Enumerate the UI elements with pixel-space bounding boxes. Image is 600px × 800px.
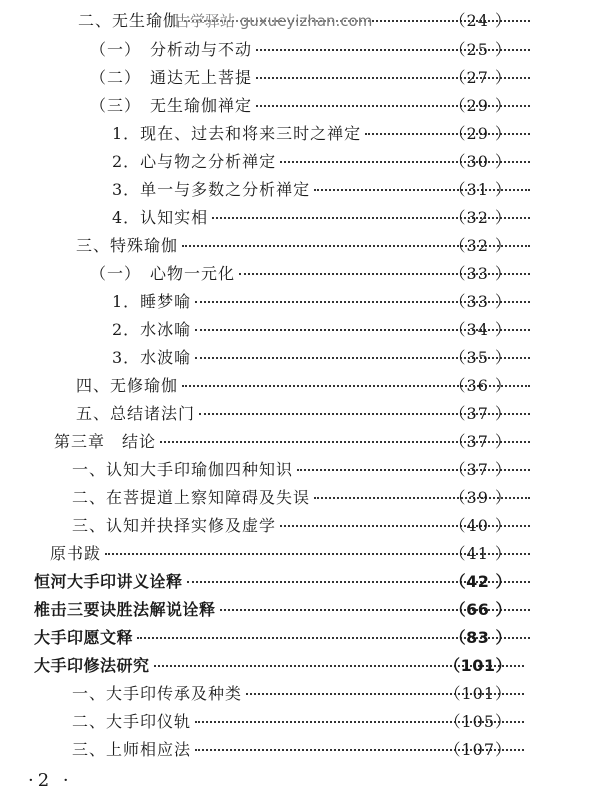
toc-entry-page: （39 ） bbox=[449, 487, 512, 507]
toc-entry-title: 1．睡梦喻 bbox=[112, 291, 192, 311]
toc-entry bbox=[112, 203, 600, 229]
toc-entry bbox=[72, 735, 600, 761]
toc-entry bbox=[72, 455, 600, 481]
toc-entry-page: （24 ） bbox=[449, 10, 512, 30]
toc-entry-title: 二、无生瑜伽 bbox=[78, 10, 181, 30]
toc-entry bbox=[72, 707, 600, 733]
toc-entry bbox=[112, 119, 600, 145]
toc-entry bbox=[112, 175, 600, 201]
toc-entry-title: 大手印修法研究 bbox=[34, 655, 150, 675]
toc-entry-title: 大手印愿文释 bbox=[34, 627, 134, 647]
toc-entry-page: （83 ） bbox=[449, 627, 512, 647]
toc-entry-page: （34 ） bbox=[449, 319, 512, 339]
toc-entry-page: （35 ） bbox=[449, 347, 512, 367]
toc-entry-page: （105） bbox=[444, 711, 512, 731]
toc-entry-title: 一、认知大手印瑜伽四种知识 bbox=[72, 459, 294, 479]
toc-entry-title: （一） 分析动与不动 bbox=[90, 39, 253, 59]
toc-entry-title: （二） 通达无上菩提 bbox=[90, 67, 253, 87]
toc-entry-page: （37 ） bbox=[449, 459, 512, 479]
toc-entry-page: （66 ） bbox=[449, 599, 512, 619]
toc-entry-title: 4．认知实相 bbox=[112, 207, 209, 227]
toc-entry-title: 四、无修瑜伽 bbox=[76, 375, 179, 395]
toc-entry-page: （40 ） bbox=[449, 515, 512, 535]
toc-entry bbox=[90, 259, 600, 285]
toc-entry-page: （36 ） bbox=[449, 375, 512, 395]
watermark-text: 古学驿站 guxueyizhan.com bbox=[175, 12, 373, 30]
toc-entry-page: （107） bbox=[444, 739, 512, 759]
toc-entry-page: （30 ） bbox=[449, 151, 512, 171]
toc-entry bbox=[34, 651, 600, 677]
toc-entry-title: （三） 无生瑜伽禅定 bbox=[90, 95, 253, 115]
toc-entry-page: （37 ） bbox=[449, 403, 512, 423]
toc-entry bbox=[54, 427, 600, 453]
toc-entry-title: 第三章 结论 bbox=[54, 431, 157, 451]
toc-entry bbox=[76, 399, 600, 425]
toc-entry-title: 椎击三要诀胜法解说诠释 bbox=[34, 599, 216, 619]
toc-entry-title: 二、大手印仪轨 bbox=[72, 711, 192, 731]
toc-entry bbox=[112, 287, 600, 313]
toc-entry-title: 恒河大手印讲义诠释 bbox=[34, 571, 183, 591]
toc-entry bbox=[76, 371, 600, 397]
toc-entry-title: 2．心与物之分析禅定 bbox=[112, 151, 277, 171]
toc-entry bbox=[90, 63, 600, 89]
toc-entry-title: 一、大手印传承及种类 bbox=[72, 683, 243, 703]
toc-entry-page: （33 ） bbox=[449, 263, 512, 283]
page-number: ·2 · bbox=[28, 770, 73, 791]
toc-entry bbox=[50, 539, 600, 565]
toc-entry bbox=[112, 147, 600, 173]
toc-entry-page: （29 ） bbox=[449, 123, 512, 143]
toc-entry bbox=[90, 35, 600, 61]
toc-entry bbox=[112, 343, 600, 369]
toc-entry bbox=[34, 567, 600, 593]
toc-entry bbox=[72, 679, 600, 705]
toc-entry-page: （32 ） bbox=[449, 207, 512, 227]
toc-entry-page: （101） bbox=[444, 655, 512, 675]
toc-entry-page: （33 ） bbox=[449, 291, 512, 311]
toc-entry-page: （101） bbox=[444, 683, 512, 703]
toc-entry-title: 二、在菩提道上察知障碍及失误 bbox=[72, 487, 311, 507]
toc-entry-page: （41 ） bbox=[449, 543, 512, 563]
toc-entry-title: 原书跋 bbox=[50, 543, 102, 563]
toc-entry-title: 3．单一与多数之分析禅定 bbox=[112, 179, 311, 199]
toc-entry-title: 2．水冰喻 bbox=[112, 319, 192, 339]
toc-entry-title: （一） 心物一元化 bbox=[90, 263, 236, 283]
toc-entry-title: 五、总结诸法门 bbox=[76, 403, 196, 423]
toc-entry bbox=[112, 315, 600, 341]
toc-entry-page: （29 ） bbox=[449, 95, 512, 115]
toc-entry-title: 三、上师相应法 bbox=[72, 739, 192, 759]
toc-entry bbox=[34, 595, 600, 621]
toc-entry-title: 三、特殊瑜伽 bbox=[76, 235, 179, 255]
toc-entry bbox=[76, 231, 600, 257]
toc-entry-page: （37 ） bbox=[449, 431, 512, 451]
toc-entry-title: 1．现在、过去和将来三时之禅定 bbox=[112, 123, 362, 143]
toc-entry-page: （25 ） bbox=[449, 39, 512, 59]
toc-entry-title: 3．水波喻 bbox=[112, 347, 192, 367]
toc-entry-title: 三、认知并抉择实修及虚学 bbox=[72, 515, 277, 535]
toc-entry bbox=[90, 91, 600, 117]
toc-entry-page: （27 ） bbox=[449, 67, 512, 87]
toc-entry bbox=[72, 483, 600, 509]
toc-entry-page: （31 ） bbox=[449, 179, 512, 199]
toc-entry-page: （32 ） bbox=[449, 235, 512, 255]
toc-entry-page: （42 ） bbox=[449, 571, 512, 591]
toc-entry bbox=[34, 623, 600, 649]
toc-entry bbox=[72, 511, 600, 537]
